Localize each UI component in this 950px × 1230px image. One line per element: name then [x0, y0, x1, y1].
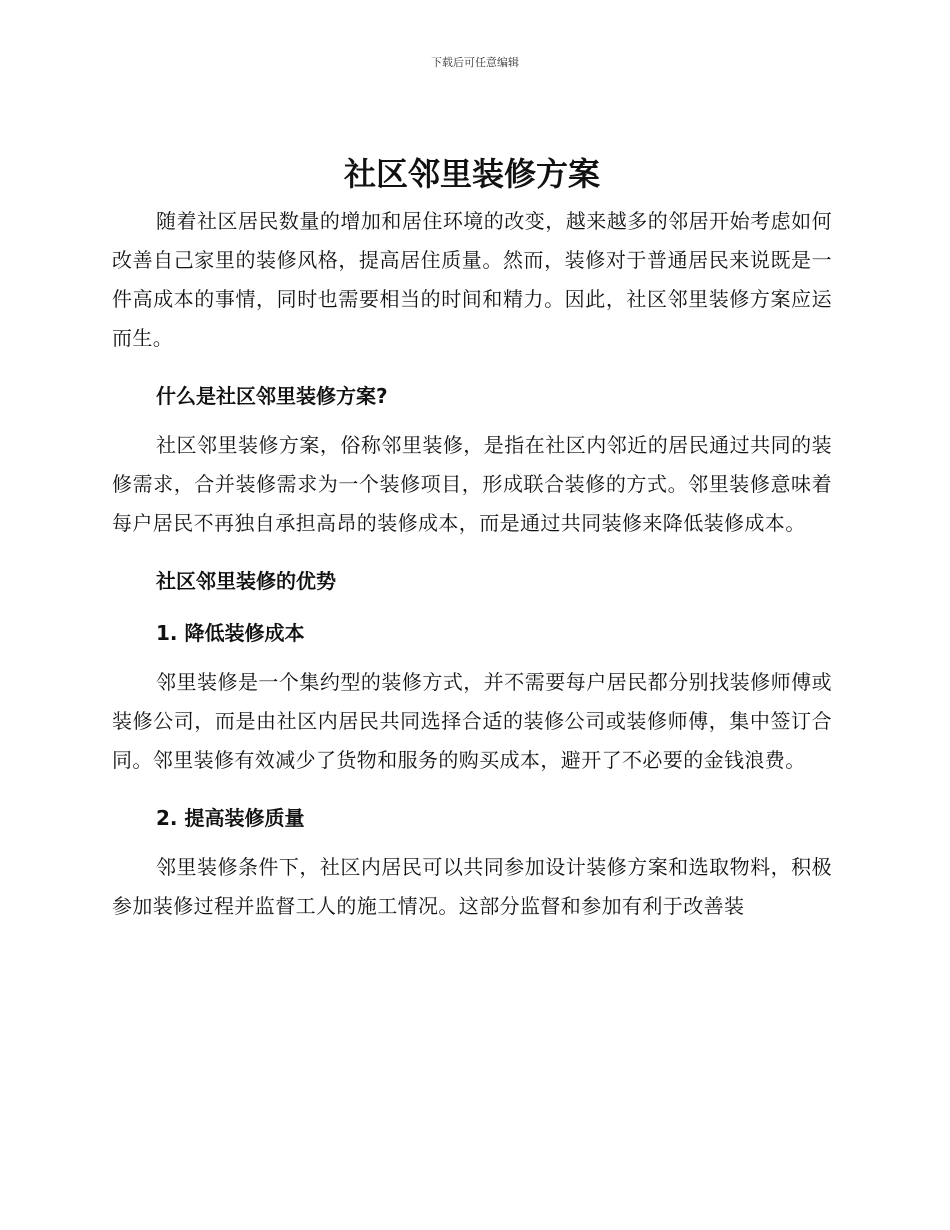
page-header-note: 下载后可任意编辑 — [431, 56, 519, 69]
paragraph-improve-quality: 邻里装修条件下，社区内居民可以共同参加设计装修方案和选取物料，积极参加装修过程并监督工人的施工情况。这部分监督和参加有利于改善装 — [112, 855, 832, 918]
subheading-reduce-cost: 1. 降低装修成本 — [156, 621, 305, 645]
paragraph-reduce-cost: 邻里装修是一个集约型的装修方式，并不需要每户居民都分别找装修师傅或装修公司，而是由社区内居民共同选择合适的装修公司或装修师傅，集中签订合同。邻里装修有效减少了货物和服务的购买成本，避开了不必要的金钱浪费。 — [112, 670, 832, 772]
section-heading-advantages: 社区邻里装修的优势 — [156, 569, 336, 593]
document-body — [112, 148, 832, 926]
intro-paragraph: 随着社区居民数量的增加和居住环境的改变，越来越多的邻居开始考虑如何改善自己家里的装修风格，提高居住质量。然而，装修对于普通居民来说既是一件高成本的事情，同时也需要相当的时间和精力。因此，社区邻里装修方案应运而生。 — [112, 209, 832, 350]
section-paragraph-what-is: 社区邻里装修方案，俗称邻里装修，是指在社区内邻近的居民通过共同的装修需求，合并装修需求为一个装修项目，形成联合装修的方式。邻里装修意味着每户居民不再独自承担高昂的装修成本，而是通过共同装修来降低装修成本。 — [112, 433, 832, 535]
section-heading-what-is: 什么是社区邻里装修方案? — [156, 384, 388, 408]
subheading-improve-quality: 2. 提高装修质量 — [156, 806, 305, 830]
document-title: 社区邻里装修方案 — [343, 155, 600, 193]
